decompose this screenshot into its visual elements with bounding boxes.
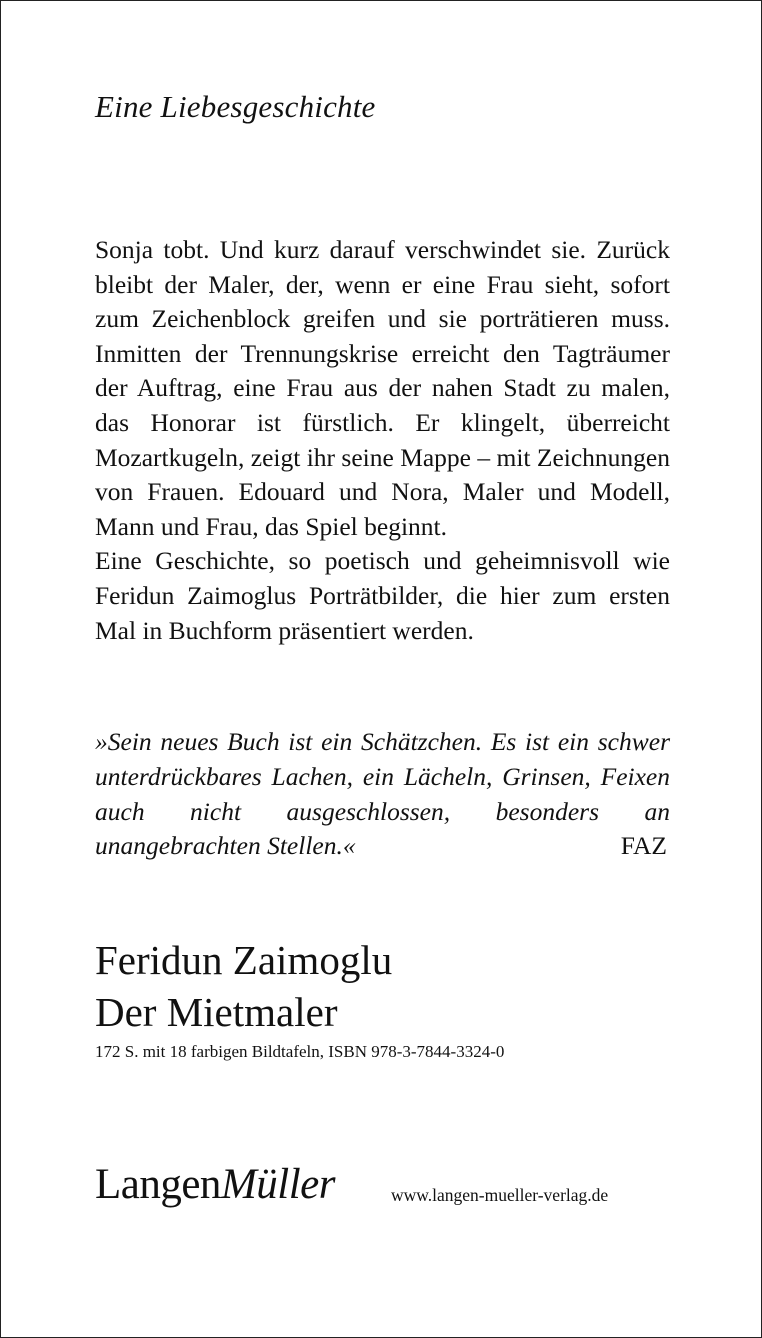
genre-heading: Eine Liebesgeschichte (95, 89, 376, 124)
press-quote: »Sein neues Buch ist ein Schätzchen. Es ist ein schwer unterdrückbares Lachen, ein Lächeln, Grinsen, Feixen auch nicht ausgeschlossen, besonders an unangebrachten Stellen.« (95, 727, 670, 861)
publisher-url[interactable]: www.langen-mueller-verlag.de (391, 1185, 609, 1205)
book-author: Feridun Zaimoglu (95, 937, 393, 983)
publisher-logo-part-1: Langen (95, 1161, 221, 1208)
blurb-paragraph-1: Sonja tobt. Und kurz darauf verschwindet sie. Zurück bleibt der Maler, der, wenn er eine Frau sieht, sofort zum Zeichenblock greifen und sie porträtieren muss. Inmitten der Trennungskrise erreicht den Tagträumer der Auftrag, eine Frau aus der nahen Stadt zu malen, das Honorar ist fürstlich. Er klingelt, überreicht Mozartkugeln, zeigt ihr seine Mappe – mit Zeichnungen von Frauen. Edouard und Nora, Maler und Modell, Mann und Frau, das Spiel beginnt. (95, 235, 670, 541)
publisher-logo-part-2: Müller (220, 1161, 335, 1208)
book-blurb (95, 233, 670, 648)
press-quote-source: FAZ (620, 831, 667, 860)
blurb-paragraph-2: Eine Geschichte, so poetisch und geheimnisvoll wie Feridun Zaimoglus Porträtbilder, die hier zum ersten Mal in Buchform präsentiert werden. (95, 546, 670, 645)
publisher-logo (95, 1159, 335, 1211)
book-title: Der Mietmaler (95, 989, 338, 1035)
book-details: 172 S. mit 18 farbigen Bildtafeln, ISBN 978-3-7844-3324-0 (95, 1042, 505, 1061)
